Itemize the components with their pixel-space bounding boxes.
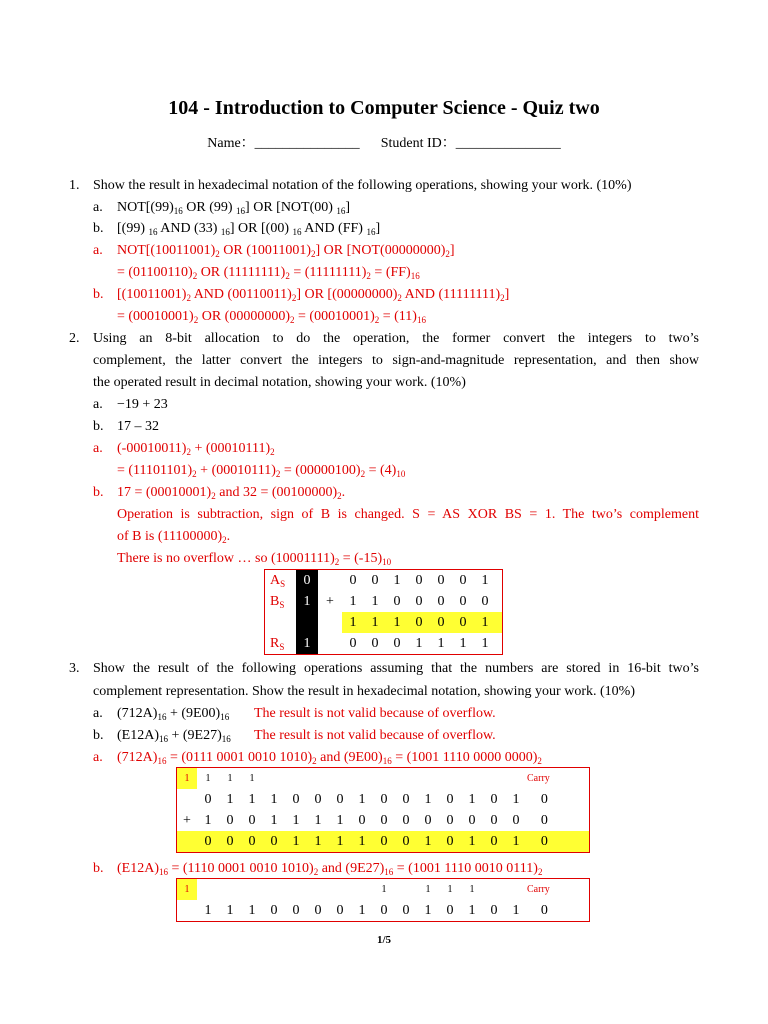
q3-number: 3. [69, 661, 80, 676]
q2-text-line3: the operated result in decimal notation, showing your work. (10%) [93, 375, 466, 390]
bit-cell: 0 [393, 635, 401, 651]
bit-cell: 1 [437, 635, 445, 651]
q2-b-label: b. [93, 419, 104, 434]
q1-answer-a-label: a. [93, 243, 103, 258]
carry-bit [285, 768, 307, 790]
table-row [177, 789, 590, 810]
carry-bit [329, 768, 351, 790]
carry-bit [395, 768, 417, 790]
q1-answer-b-line2: = $(00010001)_2$ OR $(00000000)_2 = (00010001)_2 = (11)_{16}$ [117, 309, 426, 325]
bit-cell: 0 [430, 612, 452, 633]
pad [562, 789, 590, 810]
carry-first: 1 [177, 879, 198, 901]
bit-cell: 1 [226, 791, 234, 807]
q2-answer-b-label: b. [93, 485, 104, 500]
bit-cell: 0 [292, 902, 300, 918]
bit-cell: 1 [474, 612, 496, 633]
carry-label: Carry [527, 773, 550, 784]
pad [496, 570, 503, 592]
bit-cell: 0 [446, 791, 454, 807]
bit-cell: 0 [483, 831, 505, 853]
bit-cell: 0 [402, 791, 410, 807]
q3-text-line2: complement representation. Show the result in hexadecimal notation, showing your work. (10%) [93, 684, 635, 699]
carry-bit [351, 768, 373, 790]
bit-cell: 0 [349, 635, 357, 651]
q3-text-line1: Show the result of the following operations assuming that the numbers are stored in 16-bit two’s [93, 661, 699, 676]
q1-answer-b-line1: [$(10011001)_2$ AND $(00110011)_2$] OR [$(00000000)_2$ AND $(11111111)_2$] [117, 287, 510, 303]
page-title: 104 - Introduction to Computer Science - Quiz two [168, 97, 600, 119]
bit-cell: 1 [226, 902, 234, 918]
bit-cell: 1 [424, 902, 432, 918]
table-row [265, 591, 503, 612]
carry-label: Carry [527, 884, 550, 895]
bit-cell: 1 [336, 812, 344, 828]
operator [177, 900, 198, 922]
carry-bit [461, 768, 483, 790]
carry-bit: 1 [425, 884, 431, 895]
pad [562, 831, 590, 853]
name-row [0, 132, 768, 152]
q1-a-expression: $NOT[(99)_{16}$ OR (99) $_{16}$] OR [NOT(00) $_{16}$] [117, 200, 351, 216]
bit-cell: 1 [512, 791, 520, 807]
bit-cell: 0 [402, 812, 410, 828]
q3-answer-a-label: a. [93, 750, 103, 765]
q1-answer-b-label: b. [93, 287, 104, 302]
bit-cell: 0 [527, 831, 562, 853]
bit-cell: 0 [226, 812, 234, 828]
bit-cell: 0 [481, 593, 489, 609]
bit-cell: 0 [380, 791, 388, 807]
operator: + [183, 812, 191, 828]
carry-bit [197, 879, 219, 901]
bit-cell: 0 [371, 635, 379, 651]
bit-cell: 1 [459, 635, 467, 651]
q2-answer-b-line4: There is no overflow … so $(10001111)_2 = (-15)_{10}$ [117, 551, 392, 567]
row-label-subscript: S [280, 578, 286, 589]
bit-cell: 0 [490, 902, 498, 918]
bit-cell: 1 [285, 831, 307, 853]
q3b-addition-table [176, 878, 590, 922]
table-row [265, 570, 503, 592]
q1-number: 1. [69, 178, 80, 193]
bit-cell: 0 [336, 902, 344, 918]
operator [318, 612, 342, 633]
q1-b-expression: [(99) $_{16}$ AND (33) $_{16}$] OR [(00) $_{16}$ AND (FF) $_{16}$] [117, 221, 381, 237]
bit-cell: 0 [380, 902, 388, 918]
q2-a-label: a. [93, 397, 103, 412]
carry-bit [351, 879, 373, 901]
bit-cell: 1 [505, 831, 527, 853]
carry-bit: 1 [205, 773, 211, 784]
carry-bit [395, 879, 417, 901]
row-label: $A_S$ [270, 572, 286, 589]
q1-answer-a-line1: $NOT[(10011001)_2$ OR $(10011001)_2$] OR $[NOT(00000000)_2]$ [117, 243, 455, 259]
operator [177, 831, 198, 853]
q2-text-line1: Using an 8-bit allocation to do the operation, the former convert the integers to two’s [93, 331, 699, 346]
bit-cell: 1 [314, 812, 322, 828]
bit-cell: 1 [481, 572, 489, 588]
bit-cell: 0 [459, 593, 467, 609]
q2-answer-b-line1: $17 = (00010001)_2$ and $32 = (00100000)_2$. [117, 485, 346, 501]
carry-first: 1 [177, 768, 198, 790]
bit-cell: 1 [204, 902, 212, 918]
q1-answer-a-line2: = $(01100110)_2$ OR $(11111111)_2 = (11111111)_2 = (FF)_{16}$ [117, 265, 420, 281]
table-row [265, 633, 503, 655]
bit-cell: 0 [446, 902, 454, 918]
operator [318, 570, 342, 592]
q1-text: Show the result in hexadecimal notation of the following operations, showing your work. (10%) [93, 178, 632, 193]
bit-cell: 1 [342, 612, 364, 633]
bit-cell: 0 [248, 812, 256, 828]
sign-bit [296, 612, 318, 633]
bit-cell: 1 [364, 612, 386, 633]
bit-cell: 0 [408, 612, 430, 633]
sign-bit: 1 [296, 633, 318, 655]
bit-cell: 1 [358, 791, 366, 807]
bit-cell: 0 [540, 791, 548, 807]
bit-cell: 1 [461, 831, 483, 853]
pad [562, 810, 590, 831]
bit-cell: 0 [314, 902, 322, 918]
bit-cell: 0 [197, 831, 219, 853]
table-row [177, 831, 590, 853]
bit-cell: 1 [468, 902, 476, 918]
q2-answer-b-line3: of B is $(11100000)_2$. [117, 529, 231, 545]
carry-bit: 1 [249, 773, 255, 784]
q2-addition-table [264, 569, 503, 655]
bit-cell: 0 [270, 902, 278, 918]
q2-answer-a-label: a. [93, 441, 103, 456]
bit-cell: 0 [437, 593, 445, 609]
pad [496, 591, 503, 612]
row-label [265, 612, 297, 633]
carry-bit [219, 879, 241, 901]
table-row [265, 612, 503, 633]
bit-cell: 1 [307, 831, 329, 853]
q1-a-label: a. [93, 200, 103, 215]
bit-cell: 0 [459, 572, 467, 588]
carry-bit [505, 768, 527, 790]
bit-cell: 1 [248, 902, 256, 918]
q2-text-line2: complement, the latter convert the integers to sign-and-magnitude representation, and then show [93, 353, 699, 368]
q3a-addition-table [176, 767, 590, 853]
bit-cell: 1 [270, 791, 278, 807]
bit-cell: 0 [395, 831, 417, 853]
bit-cell: 0 [512, 812, 520, 828]
bit-cell: 0 [540, 902, 548, 918]
operator [318, 633, 342, 655]
bit-cell: 1 [292, 812, 300, 828]
bit-cell: 0 [468, 812, 476, 828]
bit-cell: 1 [512, 902, 520, 918]
sign-bit: 0 [296, 570, 318, 592]
carry-bit [373, 768, 395, 790]
q3-b-label: b. [93, 728, 104, 743]
bit-cell: 0 [204, 791, 212, 807]
carry-bit [417, 768, 439, 790]
row-label: $B_S$ [270, 593, 285, 610]
carry-bit [263, 768, 285, 790]
bit-cell: 1 [248, 791, 256, 807]
bit-cell: 0 [446, 812, 454, 828]
row-label-subscript: S [279, 599, 285, 610]
carry-bit [285, 879, 307, 901]
bit-cell: 0 [314, 791, 322, 807]
bit-cell: 0 [415, 572, 423, 588]
bit-cell: 0 [219, 831, 241, 853]
bit-cell: 1 [393, 572, 401, 588]
carry-bit: 1 [381, 884, 387, 895]
bit-cell: 0 [452, 612, 474, 633]
q1-b-label: b. [93, 221, 104, 236]
carry-bit [307, 768, 329, 790]
table-row [177, 810, 590, 831]
bit-cell: 0 [380, 812, 388, 828]
operator [177, 789, 198, 810]
carry-bit: 1 [447, 884, 453, 895]
bit-cell: 1 [481, 635, 489, 651]
carry-bit [263, 879, 285, 901]
pad [562, 900, 590, 922]
q3-b-note: The result is not valid because of overflow. [254, 728, 496, 743]
bit-cell: 1 [329, 831, 351, 853]
q3-b-expression: $(E12A)_{16} + (9E27)_{16}$ [117, 728, 231, 744]
q2-answer-a-line1: $(-00010011)_2 + (00010111)_2$ [117, 441, 275, 457]
bit-cell: 0 [490, 812, 498, 828]
bit-cell: 0 [393, 593, 401, 609]
carry-row [177, 768, 590, 790]
q3-a-label: a. [93, 706, 103, 721]
bit-cell: 1 [386, 612, 408, 633]
bit-cell: 1 [468, 791, 476, 807]
q2-answer-b-line2: Operation is subtraction, sign of B is changed. S = AS XOR BS = 1. The two’s complement [117, 507, 699, 522]
q3-answer-b-line: $(E12A)_{16} = (1110$ 0001 0010 $1010)_2$ and $(9E27)_{16} = (1001$ 1110 0010 $0111)_2$ [117, 861, 543, 877]
q2-number: 2. [69, 331, 80, 346]
bit-cell: 0 [349, 572, 357, 588]
carry-bit [241, 879, 263, 901]
carry-row [177, 879, 590, 901]
q3-answer-b-label: b. [93, 861, 104, 876]
bit-cell: 0 [358, 812, 366, 828]
bit-cell: 1 [415, 635, 423, 651]
bit-cell: 1 [371, 593, 379, 609]
bit-cell: 0 [263, 831, 285, 853]
pad [496, 633, 503, 655]
q2-answer-a-line2: = $(11101101)_2 + (00010111)_2 = (00000100)_2 = (4)_{10}$ [117, 463, 406, 479]
pad [496, 612, 503, 633]
page-number: 1/5 [376, 934, 392, 946]
bit-cell: 0 [437, 572, 445, 588]
name-field-label: Name：_______________ [207, 136, 360, 151]
bit-cell: 0 [424, 812, 432, 828]
bit-cell: 1 [424, 791, 432, 807]
operator: + [326, 593, 334, 609]
bit-cell: 0 [373, 831, 395, 853]
bit-cell: 1 [358, 902, 366, 918]
q3-answer-a-line: $(712A)_{16} = (0111$ 0001 0010 $1010)_2$ and $(9E00)_{16} = (1001$ 1110 0000 $0000)_2$ [117, 750, 542, 766]
bit-cell: 1 [417, 831, 439, 853]
bit-cell: 1 [204, 812, 212, 828]
bit-cell: 0 [540, 812, 548, 828]
q3-a-note: The result is not valid because of overflow. [254, 706, 496, 721]
student-id-label: Student ID：_______________ [380, 136, 561, 151]
row-label: $R_S$ [270, 635, 285, 652]
carry-bit [505, 879, 527, 901]
table-row [177, 900, 590, 922]
carry-bit [329, 879, 351, 901]
bit-cell: 0 [292, 791, 300, 807]
bit-cell: 0 [241, 831, 263, 853]
q2-b-expression: 17 – 32 [117, 419, 159, 434]
bit-cell: 0 [336, 791, 344, 807]
sign-bit: 1 [296, 591, 318, 612]
bit-cell: 1 [349, 593, 357, 609]
carry-bit [439, 768, 461, 790]
row-label-subscript: S [279, 641, 285, 652]
carry-bit: 1 [227, 773, 233, 784]
bit-cell: 0 [439, 831, 461, 853]
bit-cell: 0 [371, 572, 379, 588]
bit-cell: 1 [351, 831, 373, 853]
carry-bit [483, 768, 505, 790]
bit-cell: 0 [490, 791, 498, 807]
carry-bit: 1 [469, 884, 475, 895]
q3-a-expression: $(712A)_{16} + (9E00)_{16}$ [117, 706, 230, 722]
bit-cell: 0 [415, 593, 423, 609]
bit-cell: 1 [270, 812, 278, 828]
q2-a-expression: −19 + 23 [117, 397, 168, 412]
carry-bit [307, 879, 329, 901]
carry-bit [483, 879, 505, 901]
bit-cell: 0 [402, 902, 410, 918]
